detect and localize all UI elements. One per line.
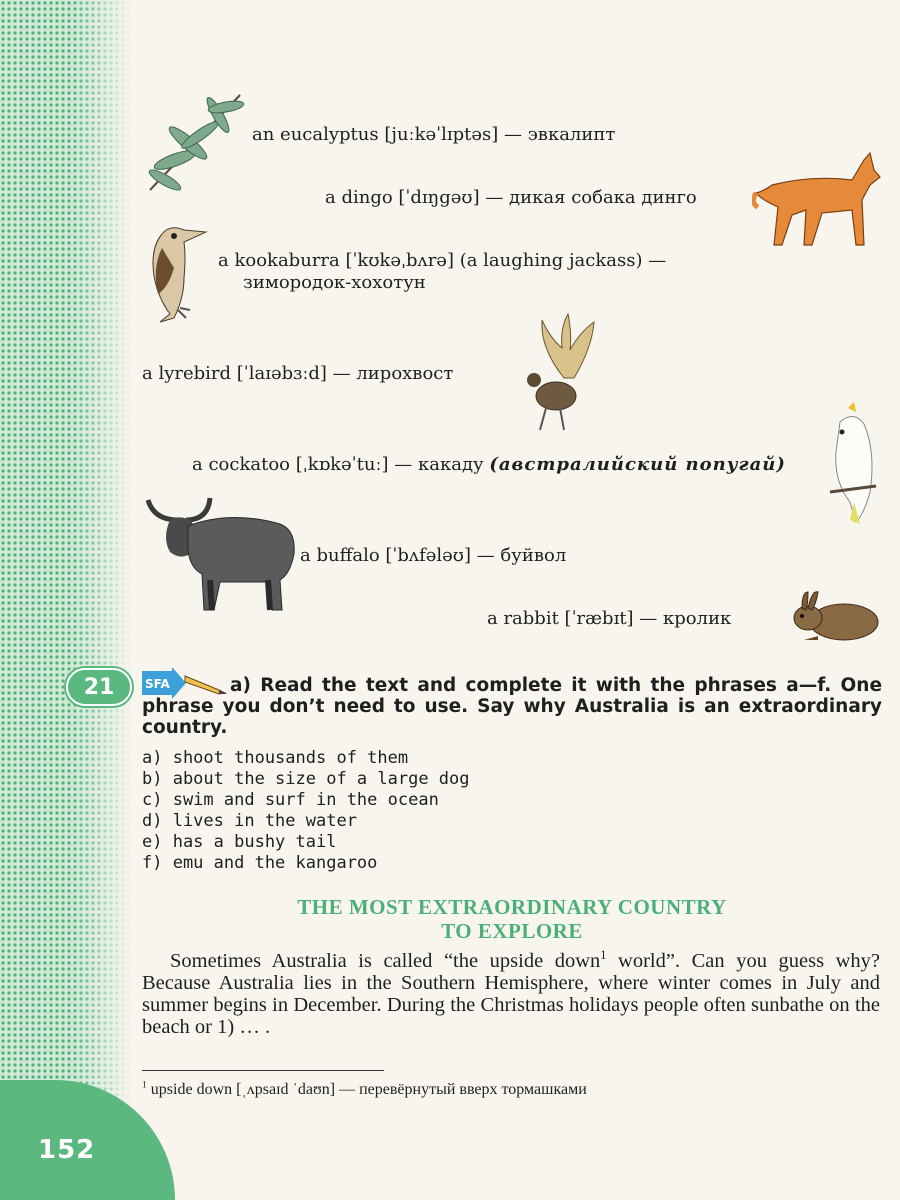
vocab-cockatoo	[192, 454, 786, 475]
footnote	[142, 1081, 587, 1099]
phrase-option: a) shoot thousands of them	[142, 748, 409, 768]
phrase-option: d) lives in the water	[142, 811, 357, 831]
phrase-options-list	[142, 748, 470, 874]
vocab-cockatoo-note: (австралийский попугай)	[489, 454, 786, 475]
rabbit-illustration	[788, 588, 882, 644]
phrase-option: b) about the size of a large dog	[142, 769, 470, 789]
text-title-line1: THE MOST EXTRAORDINARY COUNTRY	[297, 895, 727, 919]
dingo-illustration	[752, 145, 884, 255]
body-paragraph	[142, 950, 880, 1038]
buffalo-illustration	[140, 490, 300, 616]
eucalyptus-illustration	[140, 85, 250, 195]
body-paragraph-start: Sometimes Australia is called “the upside down	[170, 950, 601, 972]
vocab-lyrebird: a lyrebird [ˈlaɪəbɜːd] — лирохвост	[142, 363, 454, 384]
vocab-eucalyptus: an eucalyptus [juːkəˈlɪptəs] — эвкалипт	[252, 124, 616, 145]
vocab-buffalo: a buffalo [ˈbʌfələʊ] — буйвол	[300, 545, 567, 566]
exercise-number-badge: 21	[66, 668, 132, 706]
exercise-task: a) Read the text and complete it with the phrases a—f. One phrase you don’t need to use. Say why Australia is an extraordinary country.	[142, 675, 882, 738]
lyrebird-illustration	[520, 308, 610, 436]
footnote-mark: 1	[142, 1079, 147, 1091]
phrase-option: e) has a bushy tail	[142, 832, 337, 852]
body-paragraph-rest: world”. Can you guess why? Because Australia lies in the Southern Hemisphere, where winter comes in July and summer begins in December. During the Christmas holidays people often sunbathe on the beach or 1) … .	[142, 950, 881, 1038]
sfa-label: SFA	[145, 677, 170, 691]
vocab-rabbit: a rabbit [ˈræbɪt] — кролик	[487, 608, 732, 629]
page-number: 152	[38, 1135, 96, 1165]
kookaburra-illustration	[140, 218, 212, 324]
page-edge-pattern	[0, 0, 132, 1200]
phrase-option: c) swim and surf in the ocean	[142, 790, 439, 810]
phrase-option: f) emu and the kangaroo	[142, 853, 378, 873]
footnote-ref: 1	[600, 948, 607, 963]
text-title-line2: TO EXPLORE	[441, 919, 583, 943]
vocab-cockatoo-word: a cockatoo [ˌkɒkəˈtuː] — какаду	[192, 454, 484, 475]
vocab-dingo: a dingo [ˈdɪŋgəʊ] — дикая собака динго	[325, 187, 697, 208]
vocab-kookaburra-translation: зимородок-хохотун	[243, 272, 426, 293]
cockatoo-illustration	[820, 402, 882, 526]
footnote-divider	[142, 1070, 384, 1071]
footnote-text: upside down [ˌʌpsaɪd ˈdaʊn] — перевёрнутый вверх тормашками	[146, 1081, 587, 1098]
vocab-kookaburra: a kookaburra [ˈkʊkəˌbʌrə] (a laughing jackass) —	[218, 250, 667, 271]
